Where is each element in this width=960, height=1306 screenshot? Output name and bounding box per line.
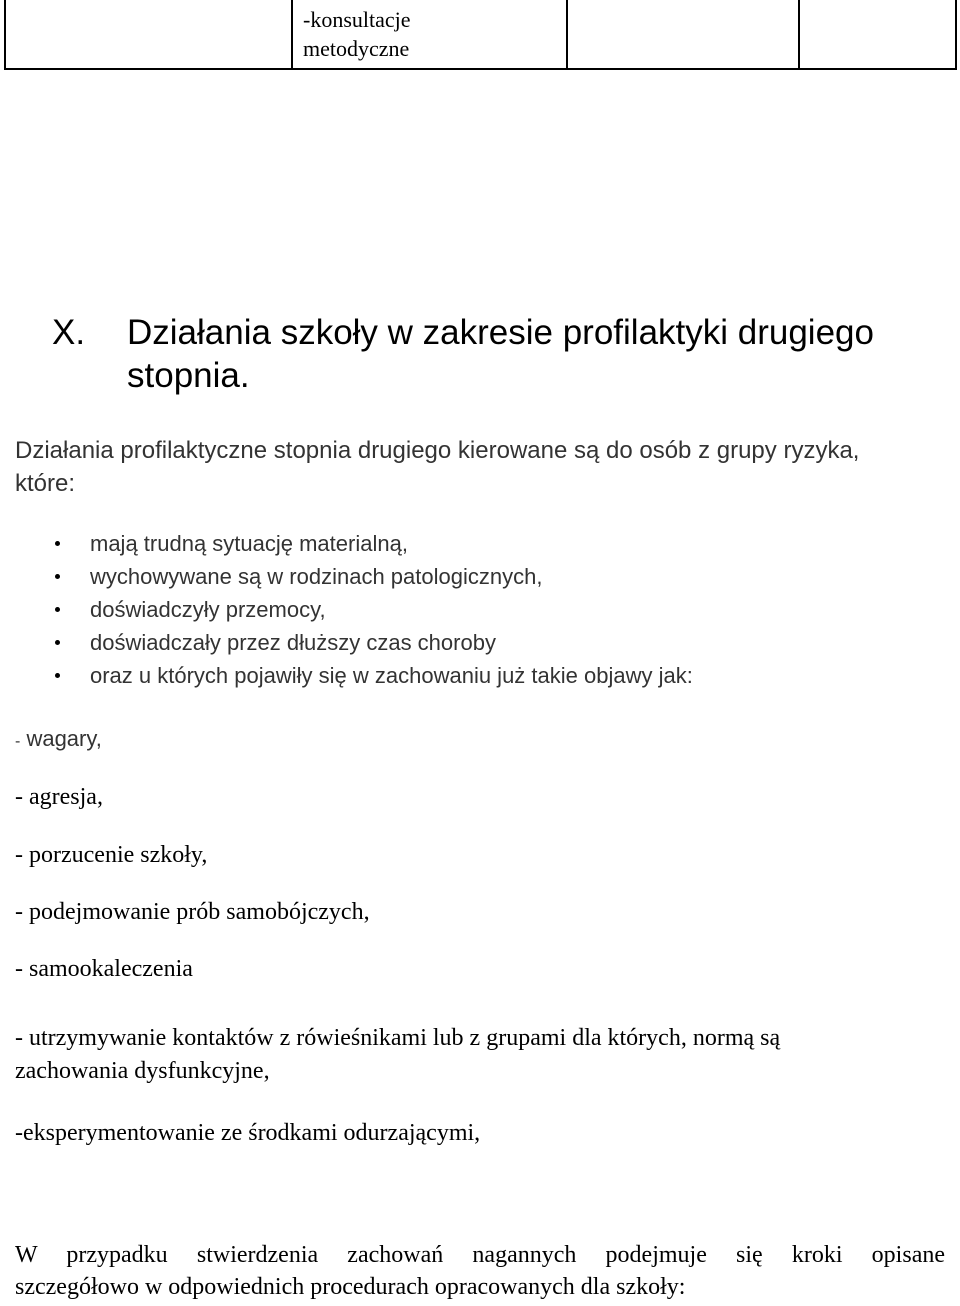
bullet-icon	[55, 574, 60, 579]
symptom-substance-experimenting: -eksperymentowanie ze środkami odurzającymi,	[15, 1120, 481, 1146]
cell-text-line-2: metodyczne	[303, 36, 410, 61]
closing-line-2: szczegółowo w odpowiednich procedurach opracowanych dla szkoły:	[15, 1274, 686, 1300]
cell-text-line-1: -konsultacje	[303, 7, 411, 32]
intro-line-1: Działania profilaktyczne stopnia drugiego kierowane są do osób z grupy ryzyka,	[15, 437, 860, 464]
symptom-self-harm: - samookaleczenia	[15, 956, 193, 982]
table-cell-consultations	[292, 0, 567, 69]
symptom-aggression: - agresja,	[15, 784, 103, 810]
table-row	[5, 0, 956, 69]
table-cell-empty	[567, 0, 799, 69]
symptom-dropping-out: - porzucenie szkoły,	[15, 842, 208, 868]
table-cell-empty	[799, 0, 956, 69]
closing-line-1: W przypadku stwierdzenia zachowań nagannych podejmuje się kroki opisane	[15, 1242, 945, 1268]
document-table-fragment	[4, 0, 957, 70]
section-number: X.	[52, 313, 86, 352]
list-item: doświadczały przez dłuższy czas choroby	[55, 626, 693, 659]
intro-line-2: które:	[15, 470, 76, 497]
symptom-contacts-line-2: zachowania dysfunkcyjne,	[15, 1058, 270, 1084]
bullet-icon	[55, 607, 60, 612]
list-item: wychowywane są w rodzinach patologicznych,	[55, 560, 693, 593]
section-title-line-2: stopnia.	[127, 356, 250, 395]
table-cell-empty	[5, 0, 292, 69]
symptom-suicide-attempts: - podejmowanie prób samobójczych,	[15, 899, 370, 925]
section-title-line-1: Działania szkoły w zakresie profilaktyki drugiego	[127, 313, 874, 352]
risk-group-list	[55, 527, 693, 692]
list-item: oraz u których pojawiły się w zachowaniu już takie objawy jak:	[55, 659, 693, 692]
list-item: mają trudną sytuację materialną,	[55, 527, 693, 560]
list-item: doświadczyły przemocy,	[55, 593, 693, 626]
symptom-truancy: - wagary,	[15, 726, 102, 751]
bullet-icon	[55, 673, 60, 678]
bullet-icon	[55, 541, 60, 546]
bullet-icon	[55, 640, 60, 645]
symptom-contacts-line-1: - utrzymywanie kontaktów z rówieśnikami lub z grupami dla których, normą są	[15, 1025, 781, 1051]
